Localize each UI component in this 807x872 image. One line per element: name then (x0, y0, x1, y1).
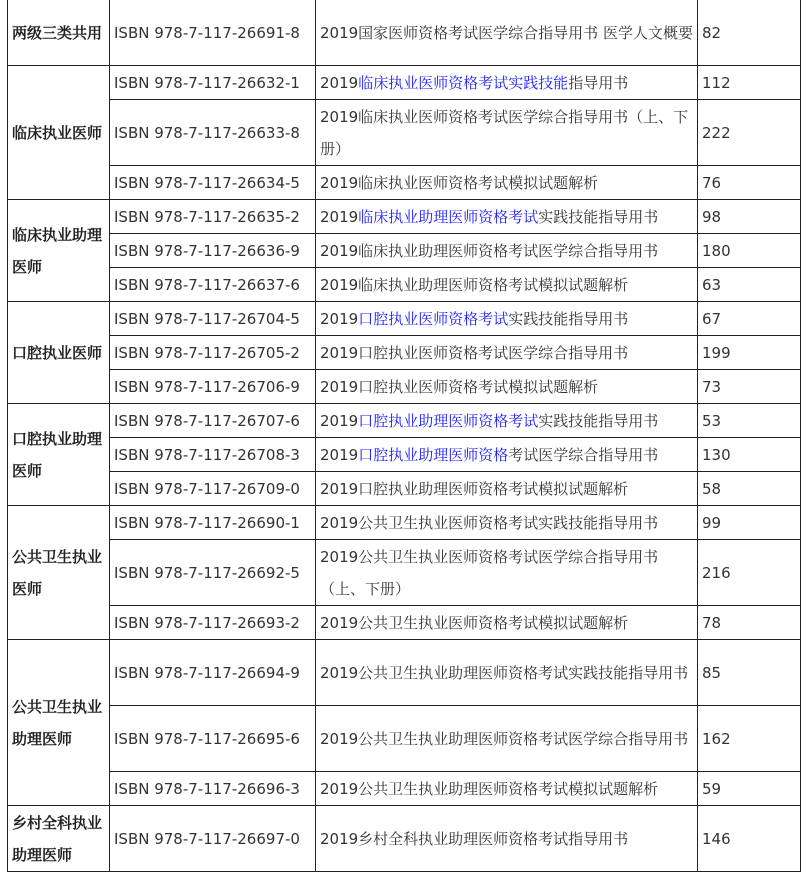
table-row (8, 606, 801, 640)
category-cell: 公共卫生执业助理医师 (8, 640, 110, 806)
title-text: 2019临床执业助理医师资格考试模拟试题解析 (320, 275, 629, 294)
table-row (8, 100, 801, 166)
title-text: 2019口腔执业医师资格考试模拟试题解析 (320, 377, 599, 396)
title-cell (316, 438, 698, 472)
table-row (8, 640, 801, 706)
pages-cell: 59 (698, 772, 801, 806)
pages-cell: 98 (698, 200, 801, 234)
isbn-cell: ISBN 978-7-117-26633-8 (110, 100, 316, 166)
pages-cell: 53 (698, 404, 801, 438)
isbn-cell: ISBN 978-7-117-26695-6 (110, 706, 316, 772)
pages-cell: 73 (698, 370, 801, 404)
title-cell (316, 370, 698, 404)
title-text: 2019 (320, 207, 359, 226)
pages-cell: 130 (698, 438, 801, 472)
title-text: 2019临床执业助理医师资格考试医学综合指导用书 (320, 241, 659, 260)
title-text: 2019临床执业医师资格考试模拟试题解析 (320, 173, 599, 192)
title-text: 2019乡村全科执业助理医师资格考试指导用书 (320, 829, 629, 848)
isbn-cell: ISBN 978-7-117-26636-9 (110, 234, 316, 268)
title-link[interactable]: 口腔执业助理医师资格考试 (358, 411, 539, 430)
title-text: 2019临床执业医师资格考试医学综合指导用书（上、下册） (320, 107, 689, 158)
pages-cell: 82 (698, 0, 801, 66)
isbn-cell: ISBN 978-7-117-26635-2 (110, 200, 316, 234)
title-cell (316, 404, 698, 438)
title-link[interactable]: 临床执业医师资格考试实践技能 (358, 73, 569, 92)
table-row (8, 772, 801, 806)
category-cell: 口腔执业助理医师 (8, 404, 110, 506)
title-cell (316, 268, 698, 302)
isbn-cell: ISBN 978-7-117-26690-1 (110, 506, 316, 540)
title-link[interactable]: 口腔执业助理医师资格 (358, 445, 509, 464)
table-row (8, 234, 801, 268)
pages-cell: 67 (698, 302, 801, 336)
pages-cell: 58 (698, 472, 801, 506)
title-text: 2019口腔执业助理医师资格考试模拟试题解析 (320, 479, 629, 498)
title-cell (316, 0, 698, 66)
title-text: 2019公共卫生执业医师资格考试医学综合指导用书（上、下册） (320, 547, 659, 598)
title-text: 2019公共卫生执业助理医师资格考试实践技能指导用书 (320, 663, 689, 682)
pages-cell: 78 (698, 606, 801, 640)
title-text-suffix: 指导用书 (568, 73, 629, 92)
book-list-table (7, 0, 801, 872)
title-text-suffix: 实践技能指导用书 (508, 309, 629, 328)
isbn-cell: ISBN 978-7-117-26637-6 (110, 268, 316, 302)
category-cell: 临床执业医师 (8, 66, 110, 200)
title-text: 2019公共卫生执业助理医师资格考试医学综合指导用书 (320, 729, 689, 748)
table-row (8, 268, 801, 302)
isbn-cell: ISBN 978-7-117-26704-5 (110, 302, 316, 336)
title-text: 2019 (320, 445, 359, 464)
title-cell (316, 706, 698, 772)
title-cell (316, 540, 698, 606)
title-text: 2019 (320, 411, 359, 430)
isbn-cell: ISBN 978-7-117-26696-3 (110, 772, 316, 806)
isbn-cell: ISBN 978-7-117-26697-0 (110, 806, 316, 872)
table-row (8, 540, 801, 606)
isbn-cell: ISBN 978-7-117-26705-2 (110, 336, 316, 370)
pages-cell: 76 (698, 166, 801, 200)
table-row (8, 302, 801, 336)
pages-cell: 63 (698, 268, 801, 302)
pages-cell: 146 (698, 806, 801, 872)
isbn-cell: ISBN 978-7-117-26709-0 (110, 472, 316, 506)
table-row (8, 166, 801, 200)
title-text-suffix: 实践技能指导用书 (538, 411, 659, 430)
isbn-cell: ISBN 978-7-117-26694-9 (110, 640, 316, 706)
table-row (8, 806, 801, 872)
title-text: 2019国家医师资格考试医学综合指导用书 医学人文概要 (320, 23, 693, 42)
pages-cell: 85 (698, 640, 801, 706)
category-cell: 临床执业助理医师 (8, 200, 110, 302)
table-row (8, 200, 801, 234)
table-row (8, 66, 801, 100)
title-text: 2019 (320, 73, 359, 92)
title-cell (316, 606, 698, 640)
title-text: 2019 (320, 309, 359, 328)
isbn-cell: ISBN 978-7-117-26706-9 (110, 370, 316, 404)
title-cell (316, 234, 698, 268)
table-row (8, 336, 801, 370)
category-cell: 乡村全科执业助理医师 (8, 806, 110, 872)
pages-cell: 180 (698, 234, 801, 268)
table-row (8, 370, 801, 404)
isbn-cell: ISBN 978-7-117-26632-1 (110, 66, 316, 100)
title-cell (316, 302, 698, 336)
isbn-cell: ISBN 978-7-117-26693-2 (110, 606, 316, 640)
title-text: 2019公共卫生执业医师资格考试实践技能指导用书 (320, 513, 659, 532)
title-text: 2019公共卫生执业助理医师资格考试模拟试题解析 (320, 779, 659, 798)
table-row (8, 438, 801, 472)
isbn-cell: ISBN 978-7-117-26707-6 (110, 404, 316, 438)
pages-cell: 99 (698, 506, 801, 540)
title-cell (316, 772, 698, 806)
category-cell: 公共卫生执业医师 (8, 506, 110, 640)
title-cell (316, 506, 698, 540)
pages-cell: 112 (698, 66, 801, 100)
pages-cell: 199 (698, 336, 801, 370)
title-text-suffix: 实践技能指导用书 (538, 207, 659, 226)
isbn-cell: ISBN 978-7-117-26692-5 (110, 540, 316, 606)
table-row (8, 506, 801, 540)
title-text: 2019公共卫生执业医师资格考试模拟试题解析 (320, 613, 629, 632)
title-cell (316, 640, 698, 706)
table-row (8, 706, 801, 772)
title-cell (316, 200, 698, 234)
title-cell (316, 166, 698, 200)
category-cell: 口腔执业医师 (8, 302, 110, 404)
table-row (8, 0, 801, 66)
title-cell (316, 336, 698, 370)
title-cell (316, 66, 698, 100)
title-text: 2019口腔执业医师资格考试医学综合指导用书 (320, 343, 629, 362)
title-link[interactable]: 口腔执业医师资格考试 (358, 309, 509, 328)
pages-cell: 216 (698, 540, 801, 606)
title-cell (316, 806, 698, 872)
pages-cell: 222 (698, 100, 801, 166)
title-cell (316, 100, 698, 166)
title-link[interactable]: 临床执业助理医师资格考试 (358, 207, 539, 226)
isbn-cell: ISBN 978-7-117-26634-5 (110, 166, 316, 200)
title-text-suffix: 考试医学综合指导用书 (508, 445, 659, 464)
table-row (8, 472, 801, 506)
table-body (8, 0, 801, 872)
isbn-cell: ISBN 978-7-117-26708-3 (110, 438, 316, 472)
pages-cell: 162 (698, 706, 801, 772)
category-cell: 两级三类共用 (8, 0, 110, 66)
title-cell (316, 472, 698, 506)
isbn-cell: ISBN 978-7-117-26691-8 (110, 0, 316, 66)
table-row (8, 404, 801, 438)
